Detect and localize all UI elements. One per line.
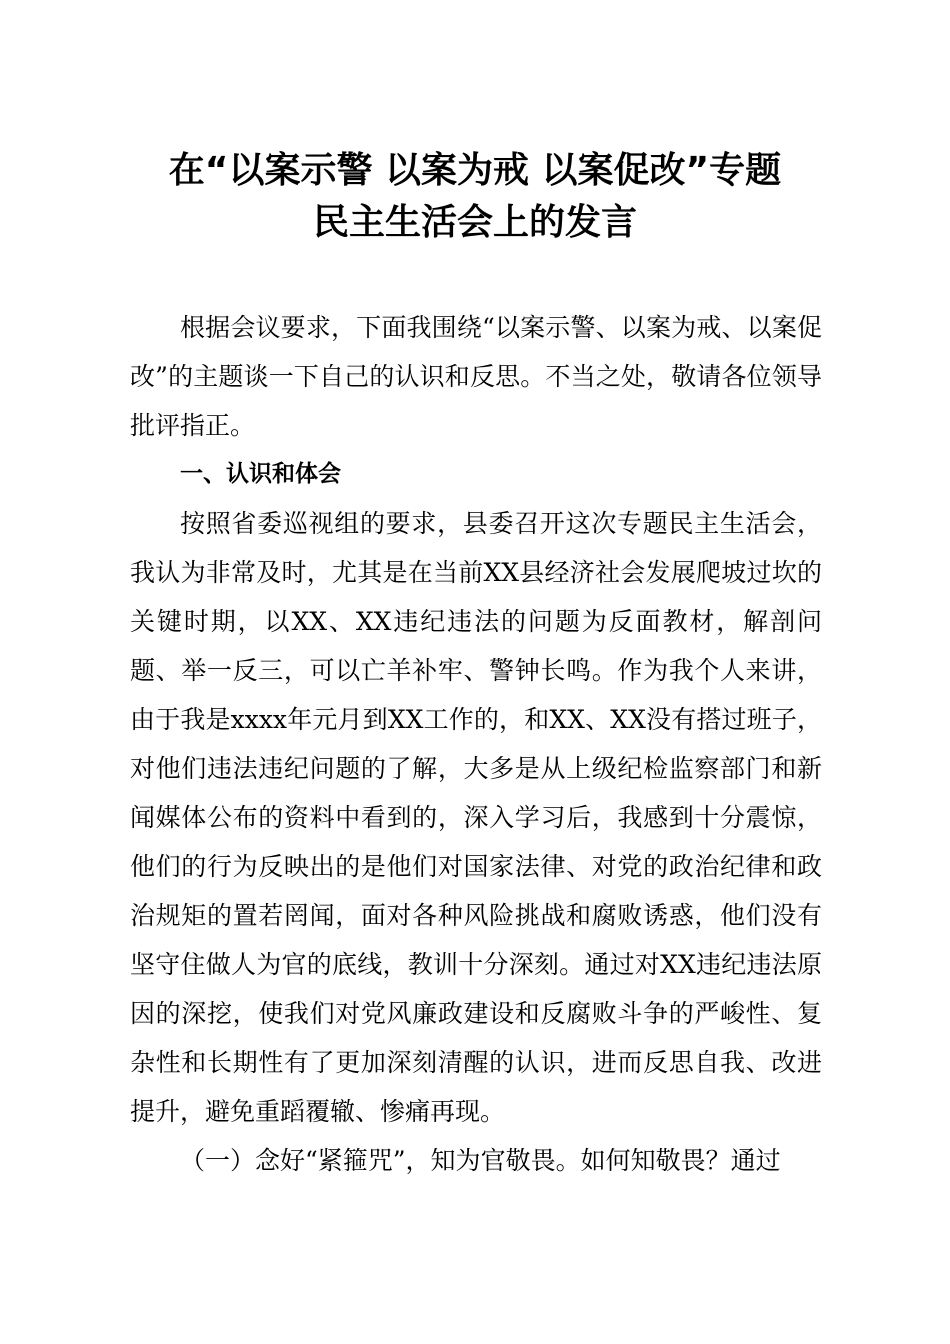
title-line-2: 民主生活会上的发言 [312, 202, 637, 243]
document-body [130, 303, 822, 1185]
title-line-1: 在“以案示警 以案为戒 以案促改”专题 [168, 150, 782, 191]
section-heading-1: 一、认识和体会 [180, 461, 341, 487]
document-title [130, 145, 820, 249]
subsection-1-start: （一）念好“紧箍咒”，知为官敬畏。如何知敬畏？通过 [180, 1146, 781, 1175]
section-1-paragraph: 按照省委巡视组的要求，县委召开这次专题民主生活会，我认为非常及时，尤其是在当前XX县经济社会发展爬坡过坎的关键时期，以XX、XX违纪违法的问题为反面教材，解剖问题、举一反三，可以亡羊补牢、警钟长鸣。作为我个人来讲，由于我是xxxx年元月到XX工作的，和XX、XX没有搭过班子，对他们违法违纪问题的了解，大多是从上级纪检监察部门和新闻媒体公布的资料中看到的，深入学习后，我感到十分震惊，他们的行为反映出的是他们对国家法律、对党的政治纪律和政治规矩的置若罔闻，面对各种风险挑战和腐败诱惑，他们没有坚守住做人为官的底线，教训十分深刻。通过对XX违纪违法原因的深挖，使我们对党风廉政建设和反腐败斗争的严峻性、复杂性和长期性有了更加深刻清醒的认识，进而反思自我、改进提升，避免重蹈覆辙、惨痛再现。 [130, 509, 822, 1126]
intro-paragraph: 根据会议要求，下面我围绕“以案示警、以案为戒、以案促改”的主题谈一下自己的认识和反思。不当之处，敬请各位领导批评指正。 [130, 313, 822, 440]
